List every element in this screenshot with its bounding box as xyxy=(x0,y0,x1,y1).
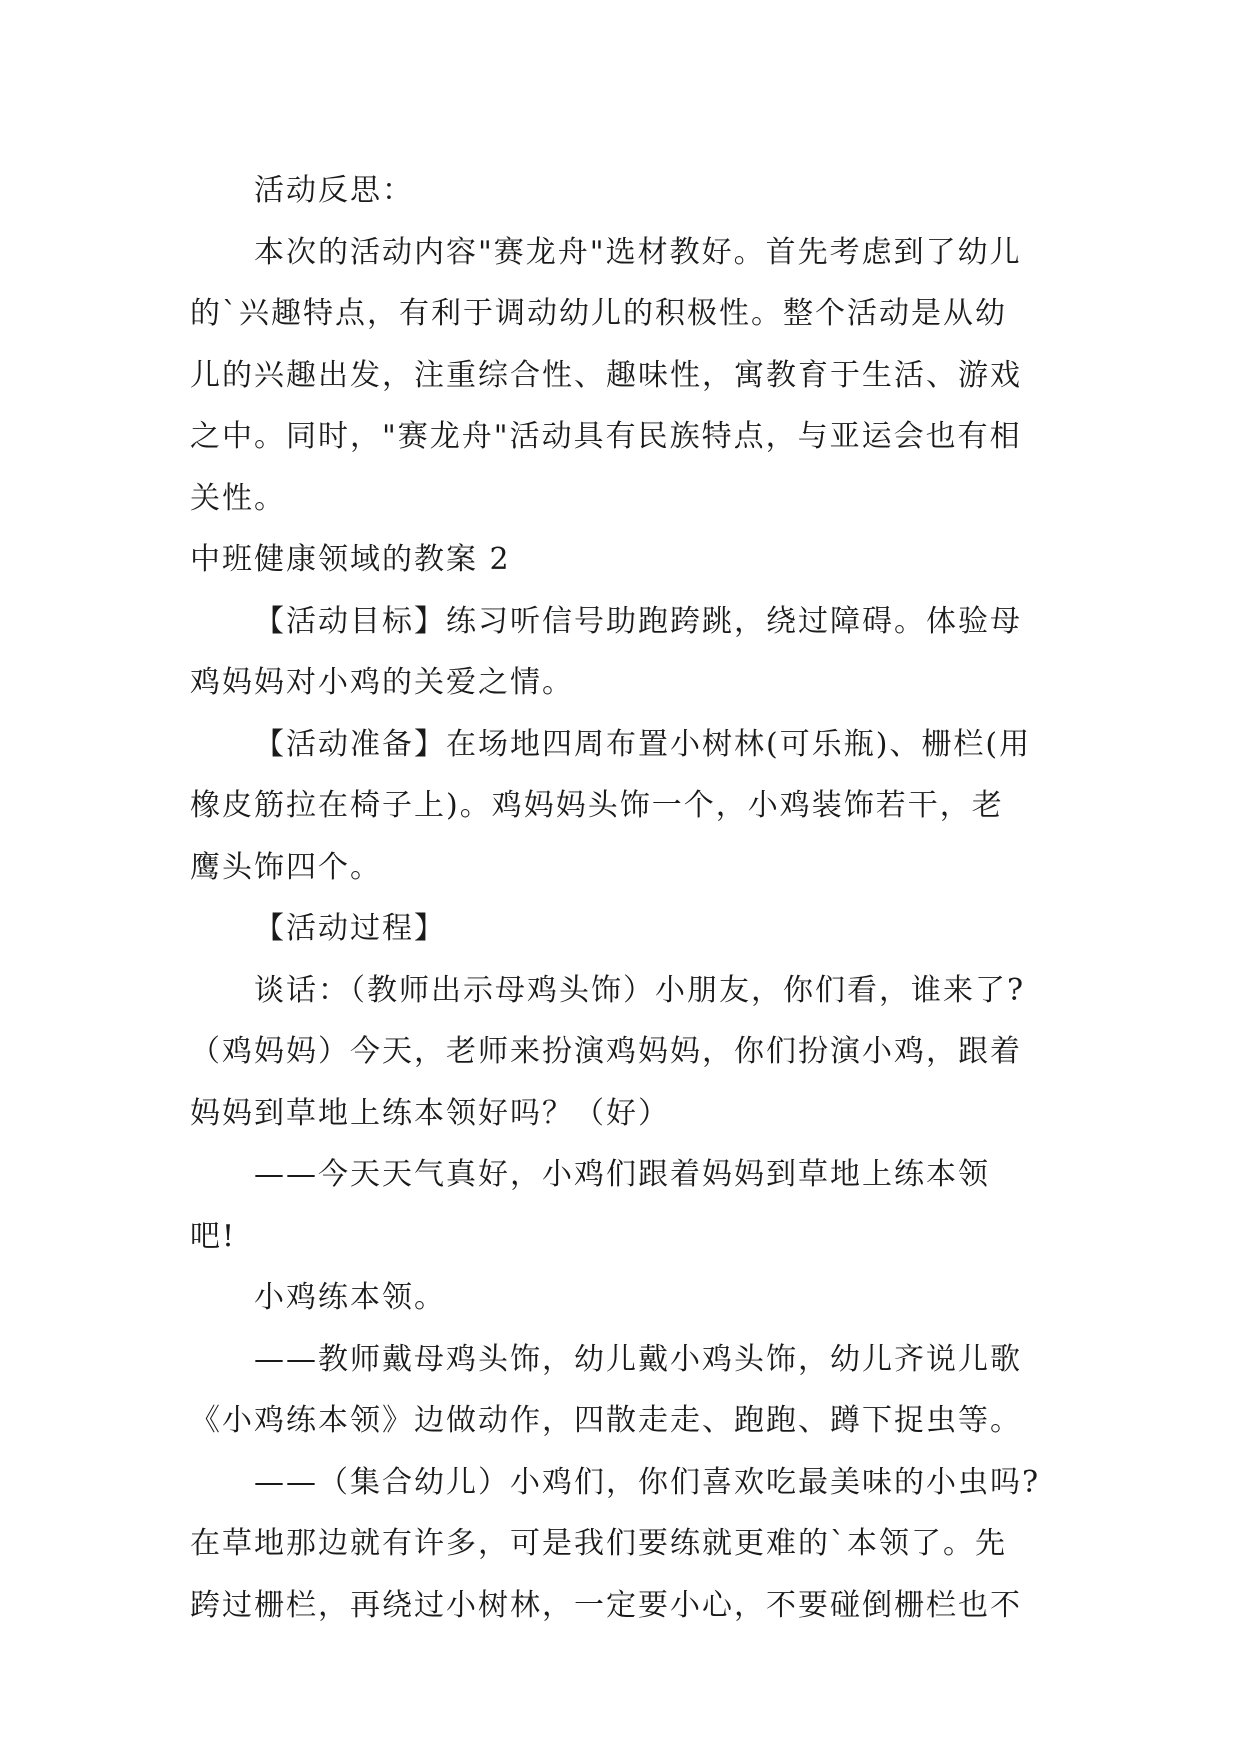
talk-paragraph xyxy=(190,960,1070,1145)
text-line: 橡皮筋拉在椅子上)。鸡妈妈头饰一个，小鸡装饰若干，老 xyxy=(190,788,1004,823)
text-line: 【活动过程】 xyxy=(254,911,446,946)
reflection-paragraph xyxy=(190,222,1070,530)
practice-title xyxy=(190,1267,1070,1329)
text-line: （鸡妈妈）今天，老师来扮演鸡妈妈，你们扮演小鸡，跟着 xyxy=(190,1034,1022,1069)
text-line: 鸡妈妈对小鸡的关爱之情。 xyxy=(190,665,574,700)
prep-paragraph xyxy=(190,714,1070,899)
text-line: 活动反思： xyxy=(254,173,414,208)
text-line: 关性。 xyxy=(190,480,286,516)
text-line: 谈话：（教师出示母鸡头饰）小朋友，你们看，谁来了? xyxy=(254,972,1026,1008)
weather-paragraph xyxy=(190,1144,1070,1267)
practice-paragraph xyxy=(190,1329,1070,1452)
text-line: 跨过栅栏，再绕过小树林，一定要小心，不要碰倒栅栏也不 xyxy=(190,1587,1022,1623)
text-line: 妈妈到草地上练本领好吗？（好） xyxy=(190,1095,670,1131)
process-title xyxy=(190,898,1070,960)
text-line: 在草地那边就有许多，可是我们要练就更难的`本领了。先 xyxy=(190,1526,1007,1561)
document-body xyxy=(190,160,1070,1636)
text-line: ——今天天气真好，小鸡们跟着妈妈到草地上练本领 xyxy=(254,1157,990,1192)
text-line: 本次的活动内容"赛龙舟"选材教好。首先考虑到了幼儿 xyxy=(254,234,1022,270)
goal-paragraph xyxy=(190,591,1070,714)
text-line: 【活动目标】练习听信号助跑跨跳，绕过障碍。体验母 xyxy=(254,603,1022,639)
reflection-title xyxy=(190,160,1070,222)
text-line: 【活动准备】在场地四周布置小树林(可乐瓶)、栅栏(用 xyxy=(254,726,1032,762)
section-heading xyxy=(190,529,1070,591)
text-line: 之中。同时，"赛龙舟"活动具有民族特点，与亚运会也有相 xyxy=(190,419,1022,454)
gather-paragraph xyxy=(190,1452,1070,1637)
text-line: 的`兴趣特点，有利于调动幼儿的积极性。整个活动是从幼 xyxy=(190,296,1007,331)
text-line: 儿的兴趣出发，注重综合性、趣味性，寓教育于生活、游戏 xyxy=(190,357,1022,393)
text-line: ——（集合幼儿）小鸡们，你们喜欢吃最美味的小虫吗? xyxy=(254,1464,1041,1500)
text-line: 中班健康领域的教案 2 xyxy=(190,542,511,577)
text-line: 《小鸡练本领》边做动作，四散走走、跑跑、蹲下捉虫等。 xyxy=(190,1403,1022,1438)
text-line: 鹰头饰四个。 xyxy=(190,849,382,885)
text-line: 小鸡练本领。 xyxy=(254,1280,446,1315)
text-line: ——教师戴母鸡头饰，幼儿戴小鸡头饰，幼儿齐说儿歌 xyxy=(254,1341,1022,1377)
text-line: 吧! xyxy=(190,1218,237,1254)
